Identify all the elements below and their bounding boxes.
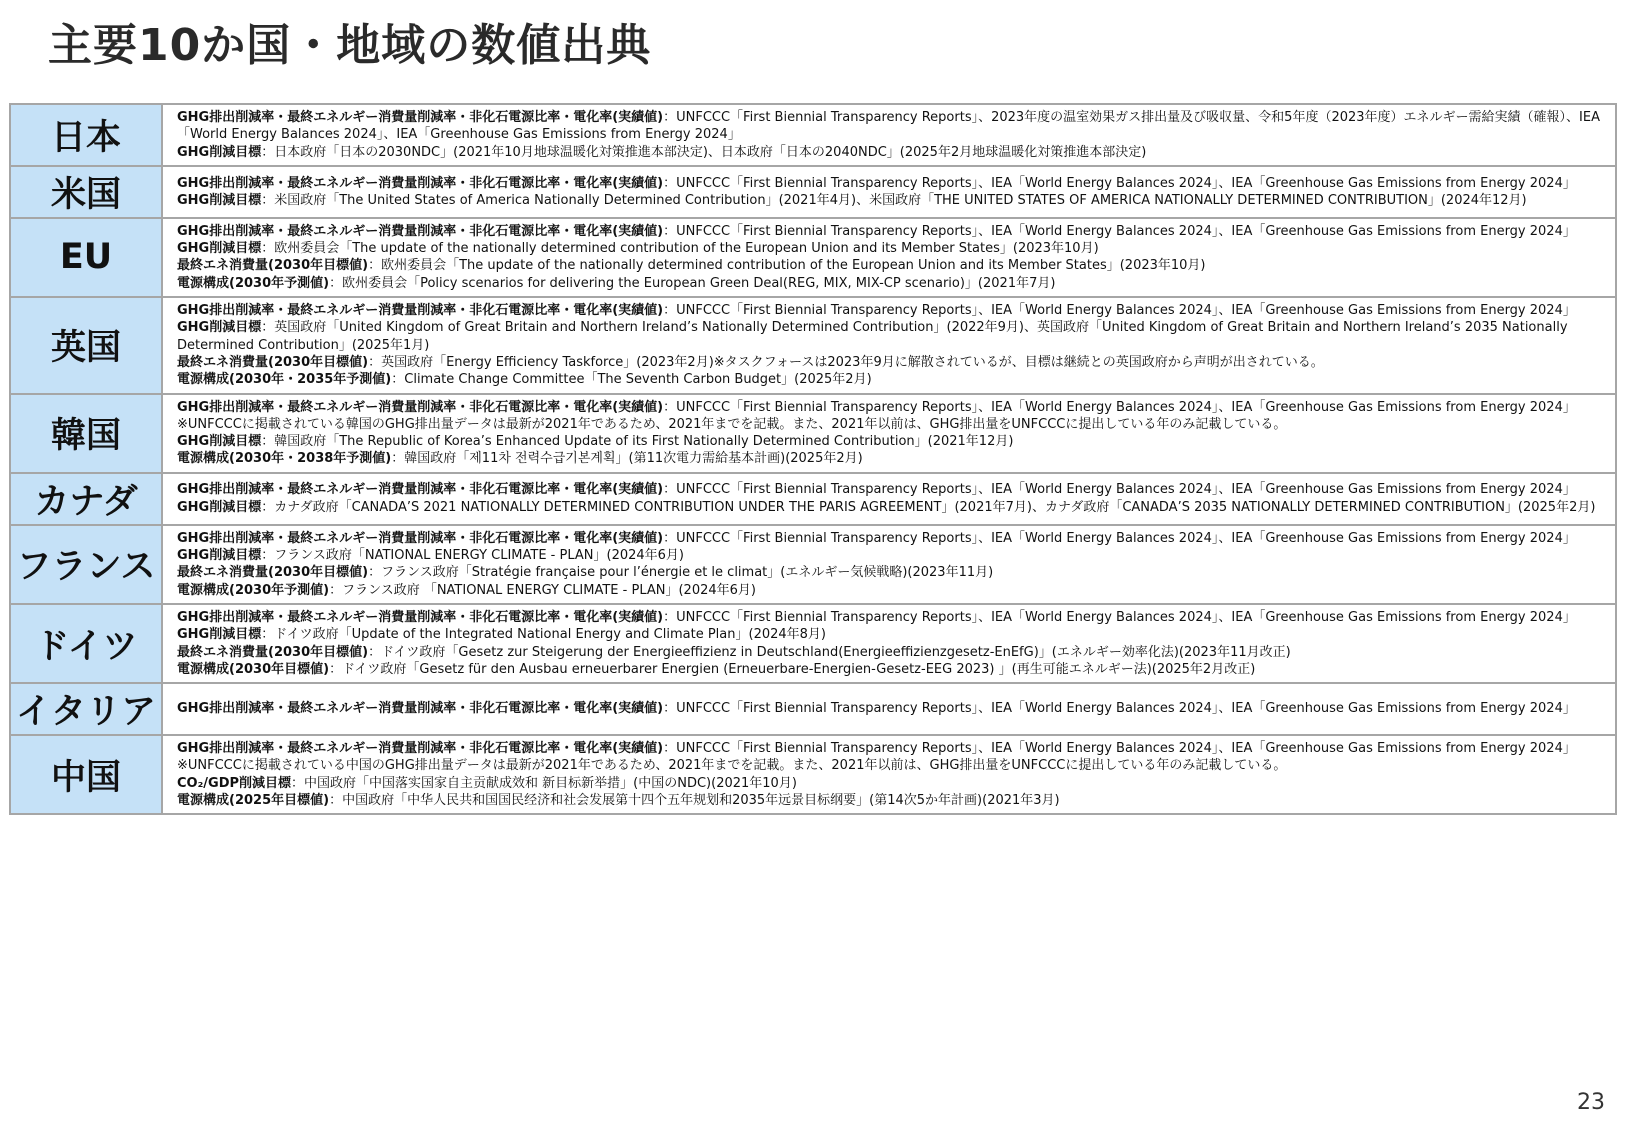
- source-label: GHG削減目標: [177, 499, 262, 515]
- source-line: [177, 275, 1607, 292]
- source-line: [177, 319, 1607, 354]
- source-line: [177, 240, 1607, 257]
- source-label: 最終エネ消費量(2030年目標値): [177, 354, 369, 370]
- source-line: [177, 547, 1607, 564]
- source-label: 最終エネ消費量(2030年目標値): [177, 644, 369, 660]
- source-text: ：韓国政府「제11차 전력수급기본계획」(第11次電力需給基本計画)(2025年2月): [391, 451, 863, 467]
- country-name: 中国: [10, 735, 162, 814]
- source-line: [177, 450, 1607, 467]
- source-label: GHG排出削減率・最終エネルギー消費量削減率・非化石電源比率・電化率(実績値): [177, 609, 664, 625]
- source-line: [177, 223, 1607, 240]
- source-label: GHG排出削減率・最終エネルギー消費量削減率・非化石電源比率・電化率(実績値): [177, 303, 664, 319]
- source-line: [177, 530, 1607, 547]
- source-label: 電源構成(2025年目標値): [177, 793, 330, 809]
- source-cell: [162, 218, 1616, 297]
- source-label: 最終エネ消費量(2030年目標値): [177, 565, 369, 581]
- source-line: [177, 661, 1607, 678]
- source-text: ：UNFCCC「First Biennial Transparency Reports」、IEA「World Energy Balances 2024」、IEA「Greenhouse Gas Emissions from Energy 2024」 ※UNFCCCに掲載されている韓国のGHG排出量データは最新が2021年であるため、2021年までを記載。また、2021年以前は、GHG排出量をUNFCCCに提出している年のみ記載している。: [177, 399, 1576, 432]
- source-cell: [162, 525, 1616, 604]
- source-text: ：UNFCCC「First Biennial Transparency Reports」、IEA「World Energy Balances 2024」、IEA「Greenhouse Gas Emissions from Energy 2024」: [663, 303, 1576, 319]
- source-line: [177, 775, 1607, 792]
- source-text: ：ドイツ政府「Gesetz für den Ausbau erneuerbarer Energien (Erneuerbare-Energien-Gesetz-EEG 2023) 」(再生可能エネルギー法)(2025年2月改正): [329, 661, 1256, 677]
- source-line: [177, 399, 1607, 434]
- table-row: [10, 394, 1616, 473]
- source-cell: [162, 394, 1616, 473]
- source-label: GHG排出削減率・最終エネルギー消費量削減率・非化石電源比率・電化率(実績値): [177, 110, 664, 125]
- source-label: 電源構成(2030年・2035年予測値): [177, 372, 392, 388]
- source-text: ：欧州委員会「Policy scenarios for delivering the European Green Deal(REG, MIX, MIX-CP scenario)」(2021年7月): [329, 275, 1056, 291]
- source-text: ：UNFCCC「First Biennial Transparency Reports」、IEA「World Energy Balances 2024」、IEA「Greenhouse Gas Emissions from Energy 2024」: [663, 482, 1576, 498]
- country-name: 米国: [10, 166, 162, 218]
- source-text: ：Climate Change Committee「The Seventh Carbon Budget」(2025年2月): [391, 372, 872, 388]
- source-text: ：中国政府「中国落实国家自主贡献成效和 新目标新举措」(中国のNDC)(2021年10月): [291, 775, 797, 791]
- table-row: [10, 735, 1616, 814]
- source-label: 電源構成(2030年予測値): [177, 275, 330, 291]
- source-line: [177, 302, 1607, 319]
- source-label: GHG排出削減率・最終エネルギー消費量削減率・非化石電源比率・電化率(実績値): [177, 399, 664, 415]
- source-cell: [162, 297, 1616, 393]
- country-name: 日本: [10, 104, 162, 166]
- source-text: ：フランス政府「NATIONAL ENERGY CLIMATE - PLAN」(2024年6月): [261, 548, 684, 564]
- source-line: [177, 144, 1607, 161]
- source-line: [177, 354, 1607, 371]
- source-label: GHG削減目標: [177, 192, 262, 208]
- source-text: ：UNFCCC「First Biennial Transparency Reports」、IEA「World Energy Balances 2024」、IEA「Greenhouse Gas Emissions from Energy 2024」: [663, 223, 1576, 239]
- source-line: [177, 644, 1607, 661]
- source-text: ：UNFCCC「First Biennial Transparency Reports」、IEA「World Energy Balances 2024」、IEA「Greenhouse Gas Emissions from Energy 2024」: [663, 530, 1576, 546]
- page-number: 23: [1577, 1090, 1605, 1115]
- source-cell: [162, 604, 1616, 683]
- country-name: カナダ: [10, 473, 162, 525]
- source-text: ：米国政府「The United States of America Nationally Determined Contribution」(2021年4月)、米国政府「THE UNITED STATES OF AMERICA NATIONALLY DETERMINED CONTRIBUTION」(2024年12月): [261, 192, 1527, 208]
- source-cell: [162, 735, 1616, 814]
- source-text: ：フランス政府 「NATIONAL ENERGY CLIMATE - PLAN」(2024年6月): [329, 582, 756, 598]
- source-cell: [162, 166, 1616, 218]
- source-text: ：カナダ政府「CANADA’S 2021 NATIONALLY DETERMINED CONTRIBUTION UNDER THE PARIS AGREEMENT」(2021年7月)、カナダ政府「CANADA’S 2035 NATIONALLY DETERMINED CONTRIBUTION」(2025年2月): [261, 499, 1596, 515]
- source-cell: [162, 104, 1616, 166]
- source-line: [177, 175, 1607, 192]
- country-name: ドイツ: [10, 604, 162, 683]
- source-label: 電源構成(2030年・2038年予測値): [177, 451, 392, 467]
- source-text: ：中国政府「中华人民共和国国民经济和社会发展第十四个五年规划和2035年远景目标纲要」(第14次5か年計画)(2021年3月): [329, 793, 1060, 809]
- source-text: ：ドイツ政府「Update of the Integrated National Energy and Climate Plan」(2024年8月): [261, 627, 826, 643]
- source-line: [177, 582, 1607, 599]
- source-line: [177, 740, 1607, 775]
- source-line: [177, 481, 1607, 498]
- source-text: ：UNFCCC「First Biennial Transparency Reports」、IEA「World Energy Balances 2024」、IEA「Greenhouse Gas Emissions from Energy 2024」 ※UNFCCCに掲載されている中国のGHG排出量データは最新が2021年であるため、2021年までを記載。また、2021年以前は、GHG排出量をUNFCCCに提出している年のみ記載している。: [177, 741, 1576, 774]
- source-line: [177, 499, 1607, 516]
- country-name: フランス: [10, 525, 162, 604]
- source-text: ：韓国政府「The Republic of Korea’s Enhanced Update of its First Nationally Determined Contribution」(2021年12月): [261, 434, 1014, 450]
- table-row: [10, 525, 1616, 604]
- source-line: [177, 371, 1607, 388]
- source-line: [177, 609, 1607, 626]
- source-line: [177, 192, 1607, 209]
- source-label: GHG削減目標: [177, 548, 262, 564]
- source-line: [177, 433, 1607, 450]
- source-label: GHG削減目標: [177, 627, 262, 643]
- source-text: ：英国政府「Energy Efficiency Taskforce」(2023年2月)※タスクフォースは2023年9月に解散されているが、目標は継続との英国政府から声明が出されている。: [368, 354, 1324, 370]
- source-text: ：フランス政府「Stratégie française pour l’énergie et le climat」(エネルギー気候戦略)(2023年11月): [368, 565, 994, 581]
- source-label: GHG排出削減率・最終エネルギー消費量削減率・非化石電源比率・電化率(実績値): [177, 482, 664, 498]
- source-label: GHG削減目標: [177, 241, 262, 257]
- source-line: [177, 792, 1607, 809]
- sources-table: [9, 103, 1617, 815]
- source-label: GHG排出削減率・最終エネルギー消費量削減率・非化石電源比率・電化率(実績値): [177, 741, 664, 757]
- source-cell: [162, 473, 1616, 525]
- source-line: [177, 257, 1607, 274]
- source-label: GHG排出削減率・最終エネルギー消費量削減率・非化石電源比率・電化率(実績値): [177, 701, 664, 717]
- source-text: ：ドイツ政府「Gesetz zur Steigerung der Energieeffizienz in Deutschland(Energieeffizienzgesetz-EnEfG)」(エネルギー効率化法)(2023年11月改正): [368, 644, 1291, 660]
- source-label: GHG排出削減率・最終エネルギー消費量削減率・非化石電源比率・電化率(実績値): [177, 223, 664, 239]
- page-title: 主要10か国・地域の数値出典: [48, 20, 652, 71]
- source-label: CO₂/GDP削減目標: [177, 775, 292, 791]
- source-label: 最終エネ消費量(2030年目標値): [177, 258, 369, 274]
- source-text: ：UNFCCC「First Biennial Transparency Reports」、IEA「World Energy Balances 2024」、IEA「Greenhouse Gas Emissions from Energy 2024」: [663, 701, 1576, 717]
- country-name: EU: [10, 218, 162, 297]
- source-label: 電源構成(2030年目標値): [177, 661, 330, 677]
- source-label: GHG削減目標: [177, 320, 262, 336]
- source-text: ：日本政府「日本の2030NDC」(2021年10月地球温暖化対策推進本部決定)、日本政府「日本の2040NDC」(2025年2月地球温暖化対策推進本部決定): [261, 144, 1147, 160]
- source-text: ：UNFCCC「First Biennial Transparency Reports」、2023年度の温室効果ガス排出量及び吸収量、令和5年度（2023年度）エネルギー需給実績（確報）、IEA「World Energy Balances 2024」、IEA「Greenhouse Gas Emissions from Energy 2024」: [177, 110, 1600, 143]
- source-text: ：欧州委員会「The update of the nationally determined contribution of the European Union and its Member States」(2023年10月): [261, 241, 1099, 257]
- table-row: [10, 166, 1616, 218]
- table-row: [10, 104, 1616, 166]
- source-text: ：UNFCCC「First Biennial Transparency Reports」、IEA「World Energy Balances 2024」、IEA「Greenhouse Gas Emissions from Energy 2024」: [663, 175, 1576, 191]
- table-row: [10, 218, 1616, 297]
- source-text: ：欧州委員会「The update of the nationally determined contribution of the European Union and its Member States」(2023年10月): [368, 258, 1206, 274]
- country-name: イタリア: [10, 683, 162, 735]
- source-line: [177, 564, 1607, 581]
- source-cell: [162, 683, 1616, 735]
- source-text: ：UNFCCC「First Biennial Transparency Reports」、IEA「World Energy Balances 2024」、IEA「Greenhouse Gas Emissions from Energy 2024」: [663, 609, 1576, 625]
- country-name: 英国: [10, 297, 162, 393]
- source-label: GHG排出削減率・最終エネルギー消費量削減率・非化石電源比率・電化率(実績値): [177, 530, 664, 546]
- table-row: [10, 604, 1616, 683]
- table-row: [10, 297, 1616, 393]
- source-label: GHG削減目標: [177, 144, 262, 160]
- table-row: [10, 473, 1616, 525]
- source-label: 電源構成(2030年予測値): [177, 582, 330, 598]
- source-line: [177, 626, 1607, 643]
- table-row: [10, 683, 1616, 735]
- source-line: [177, 109, 1607, 144]
- source-line: [177, 700, 1607, 717]
- country-name: 韓国: [10, 394, 162, 473]
- source-label: GHG排出削減率・最終エネルギー消費量削減率・非化石電源比率・電化率(実績値): [177, 175, 664, 191]
- source-label: GHG削減目標: [177, 434, 262, 450]
- source-text: ：英国政府「United Kingdom of Great Britain and Northern Ireland’s Nationally Determined Contribution」(2022年9月)、英国政府「United Kingdom of Great Britain and Northern Ireland’s 2035 Nationally Determined Contribution」(2025年1月): [177, 320, 1568, 353]
